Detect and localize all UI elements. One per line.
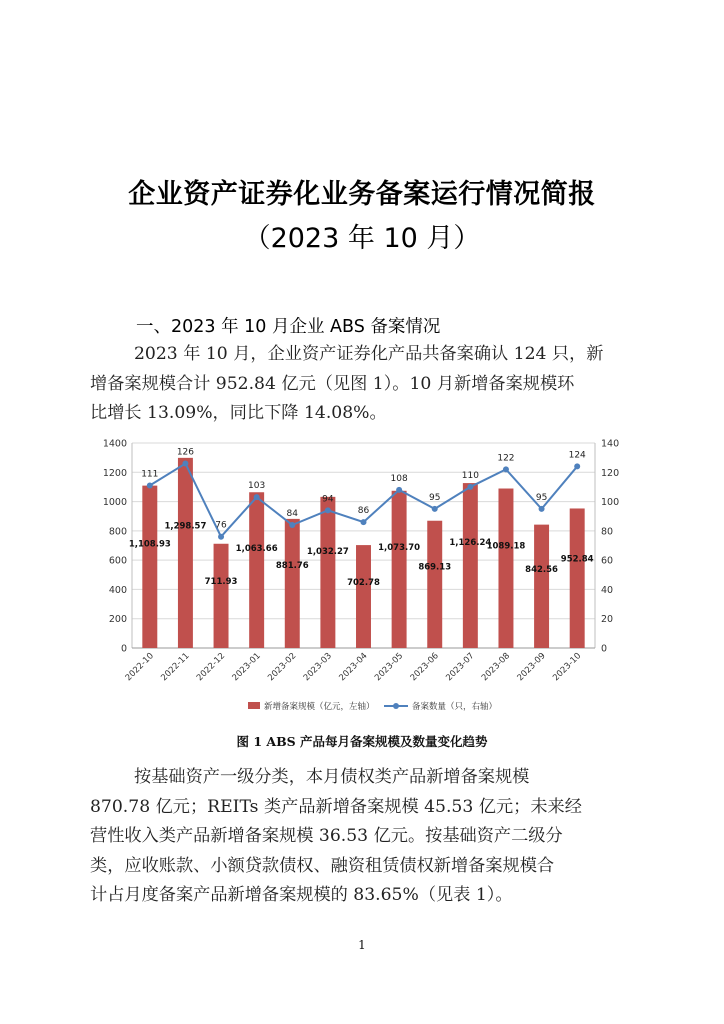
bar [214, 544, 229, 648]
bar-data-label: 702.78 [347, 578, 380, 589]
bar [463, 483, 478, 648]
line-point [147, 482, 153, 488]
y-left-tick-label: 200 [108, 614, 127, 626]
bar-data-label: 952.84 [560, 554, 594, 565]
paragraph-line: 类，应收账款、小额贷款债权、融资租赁债权新增备案规模合 [90, 855, 555, 876]
chart-legend [248, 701, 497, 712]
chart-x-ticks [124, 651, 584, 683]
bar [285, 519, 300, 648]
bar [570, 508, 585, 648]
y-right-tick-label: 40 [601, 584, 614, 596]
y-left-tick-label: 600 [108, 555, 127, 567]
y-right-tick-label: 20 [601, 614, 614, 626]
line-data-label: 95 [429, 492, 441, 503]
line-point [254, 494, 260, 500]
paragraph-line: 2023 年 10 月，企业资产证券化产品共备案确认 124 只，新 [134, 344, 604, 364]
bar-data-label: 1,298.57 [164, 521, 207, 532]
line-data-label: 86 [357, 506, 370, 517]
bar [392, 491, 407, 648]
bar [498, 489, 513, 648]
line-point [182, 461, 188, 467]
bar [178, 458, 193, 648]
x-tick-label: 2023-08 [479, 651, 513, 684]
x-tick-label: 2023-01 [230, 651, 263, 684]
document-title: 企业资产证券化业务备案运行情况简报 [128, 179, 596, 210]
bar-data-label: 711.93 [204, 577, 238, 588]
line-data-label: 110 [461, 470, 479, 481]
legend-bar-swatch [248, 702, 260, 709]
bar [534, 525, 549, 648]
abs-monthly-chart [90, 436, 638, 728]
line-data-label: 103 [248, 481, 266, 492]
bar-data-label: 881.76 [275, 561, 309, 572]
y-left-tick-label: 1400 [102, 438, 127, 450]
line-data-label: 108 [390, 473, 408, 484]
paragraph-line: 增备案规模合计 952.84 亿元（见图 1）。10 月新增备案规模环 [90, 373, 575, 394]
bar-data-label: 1,108.93 [128, 539, 171, 550]
x-tick-label: 2023-03 [301, 651, 335, 684]
line-point [503, 466, 509, 472]
x-tick-label: 2022-12 [194, 651, 228, 684]
section-heading: 一、2023 年 10 月企业 ABS 备案情况 [136, 317, 441, 337]
figure-caption: 图 1 ABS 产品每月备案规模及数量变化趋势 [236, 734, 488, 749]
x-tick-label: 2023-06 [408, 651, 441, 684]
line-point [325, 507, 331, 513]
paragraph-line: 870.78 亿元；REITs 类产品新增备案规模 45.53 亿元；未来经 [90, 796, 582, 817]
y-left-tick-label: 1000 [102, 497, 127, 509]
paragraph-line: 营性收入类产品新增备案规模 36.53 亿元。按基础资产二级分 [90, 826, 563, 846]
line-point [396, 487, 402, 493]
bar-data-label: 869.13 [418, 562, 452, 573]
line-point [539, 506, 545, 512]
bar-data-label: 1,073.70 [378, 542, 421, 553]
line-data-label: 111 [141, 469, 159, 480]
line-point [289, 522, 295, 528]
paragraph-line: 计占月度备案产品新增备案规模的 83.65%（见表 1）。 [90, 885, 513, 905]
line-data-label: 76 [215, 520, 227, 531]
chart-bars [142, 458, 584, 648]
line-point [432, 506, 438, 512]
x-tick-label: 2022-11 [159, 651, 192, 684]
bar-data-label: 1,063.66 [235, 543, 278, 554]
legend-line-marker [393, 703, 399, 709]
bar [142, 486, 157, 648]
line-data-label: 126 [176, 447, 195, 458]
y-right-tick-label: 60 [601, 555, 614, 567]
x-tick-label: 2023-04 [337, 651, 370, 684]
y-right-tick-label: 0 [601, 643, 608, 655]
line-data-label: 94 [322, 494, 334, 505]
bar-data-label: 1089.18 [486, 541, 526, 552]
document-subtitle-date: （2023 年 10 月） [243, 223, 481, 254]
legend-line-label: 备案数量（只，右轴） [412, 702, 498, 712]
x-tick-label: 2023-02 [266, 651, 299, 684]
line-point [574, 463, 580, 469]
y-right-tick-label: 120 [601, 467, 620, 479]
line-data-label: 122 [497, 453, 515, 464]
page-number: 1 [358, 938, 366, 952]
bar-data-label: 1,126.24 [449, 537, 492, 548]
paragraph-line: 比增长 13.09%，同比下降 14.08%。 [90, 403, 387, 423]
x-tick-label: 2023-07 [444, 651, 477, 684]
y-left-tick-label: 0 [120, 643, 127, 655]
bar-data-label: 1,032.27 [306, 546, 349, 557]
paragraph-line: 按基础资产一级分类，本月债权类产品新增备案规模 [134, 767, 530, 787]
line-data-label: 84 [286, 509, 298, 519]
bar-data-label: 842.56 [525, 564, 558, 575]
bar [356, 545, 371, 648]
x-tick-label: 2023-05 [373, 651, 406, 684]
legend-bar-label: 新增备案规模（亿元，左轴） [264, 702, 375, 712]
line-point [361, 519, 367, 525]
x-tick-label: 2022-10 [123, 651, 156, 684]
y-right-tick-label: 140 [601, 438, 620, 450]
y-left-tick-label: 800 [108, 526, 127, 538]
y-right-tick-label: 100 [601, 497, 620, 509]
y-left-tick-label: 400 [108, 584, 127, 596]
bar [320, 497, 335, 648]
y-left-tick-label: 1200 [102, 467, 127, 479]
line-data-label: 95 [535, 492, 548, 503]
x-tick-label: 2023-09 [515, 651, 548, 684]
y-right-tick-label: 80 [601, 526, 614, 538]
bar [427, 521, 442, 648]
paragraph-summary [90, 340, 638, 429]
line-data-label: 124 [568, 450, 586, 461]
line-point [218, 534, 224, 540]
x-tick-label: 2023-10 [551, 651, 584, 684]
bar [249, 492, 264, 648]
paragraph-classification [90, 763, 638, 911]
line-point [467, 484, 473, 490]
